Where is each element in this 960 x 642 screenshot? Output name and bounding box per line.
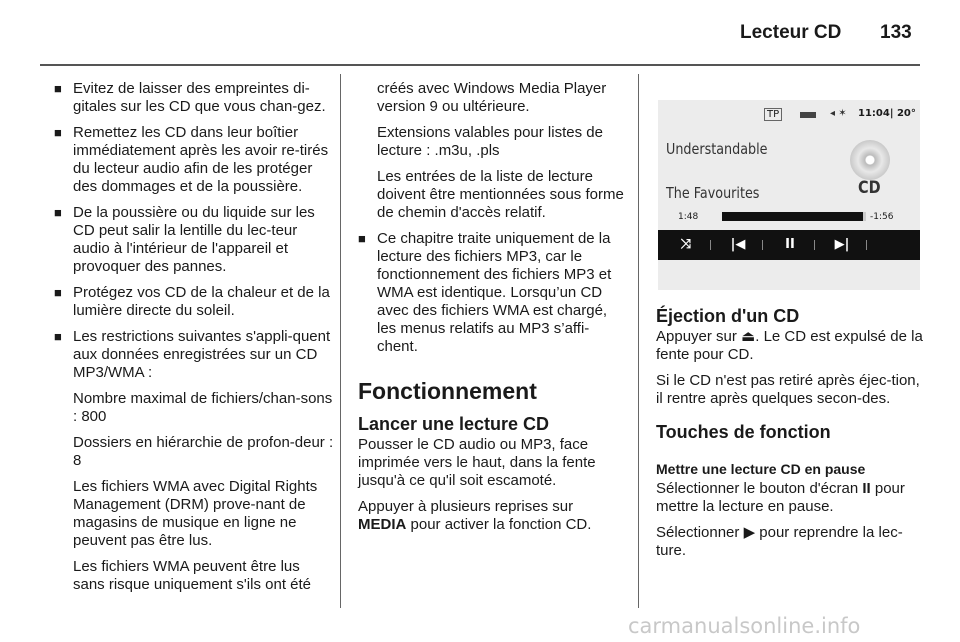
sub-paragraph: créés avec Windows Media Player version 9 ou ultérieure. [377,80,607,115]
paragraph-text: pour reprendre la lec-ture. [656,524,903,559]
play-icon: ▶ [743,524,756,541]
separator [762,240,763,250]
source-label: CD [858,178,881,198]
paragraph-pause [656,480,924,516]
sub-paragraph: Nombre maximal de fichiers/chan-sons : 800 [73,390,333,425]
page-number: 133 [880,22,912,43]
paragraph-text: Appuyer à plusieurs reprises sur [358,498,574,515]
playback-controls [658,230,920,260]
tp-indicator: TP [764,108,782,121]
column-2 [358,80,624,542]
list-item: ■ Ce chapitre traite uniquement de la lecture des fichiers MP3, car le fonctionnement des fichiers MP3 et WMA est identique. Lorsqu’un CD avec des fichiers WMA est chargé, les menus relatifs au MP3 s’affi-chent. [358,230,624,356]
signal-bluetooth-icon: ◂ ✶ [830,108,847,119]
paragraph-text: . Le CD est expulsé de la fente pour CD. [656,328,923,363]
paragraph-eject-retract: Si le CD n'est pas retiré après éjec-tion, il rentre après quelques secon-des. [656,372,920,407]
watermark: carmanualsonline.info [628,614,861,638]
paragraph-text: Sélectionner [656,524,740,541]
sub-paragraph: Les entrées de la liste de lecture doivent être mentionnées sous forme de chemin d'accès relatif. [377,168,624,221]
progress-bar [722,212,866,221]
subsection-heading-ejection: Éjection d'un CD [656,306,800,326]
column-divider-1 [340,74,341,608]
paragraph-media [358,498,624,534]
sub-paragraph: Extensions valables pour listes de lecture : .m3u, .pls [377,124,603,159]
paragraph-eject [656,328,924,364]
cd-disc-icon [850,140,890,180]
next-button[interactable]: ▶| [834,237,850,252]
shuffle-button[interactable]: ⤨ [680,237,692,252]
separator [866,240,867,250]
subsection-heading-lancer: Lancer une lecture CD [358,414,550,434]
sub-paragraph: Les fichiers WMA avec Digital Rights Management (DRM) prove-nant de magasins de musique en ligne ne peuvent pas être lus. [73,478,318,549]
pause-button[interactable]: II [785,237,795,252]
list-item: ■ Remettez les CD dans leur boîtier immédiatement après les avoir re-tirés du lecteur audio afin de les protéger des dommages et de la poussière. [54,124,334,196]
previous-button[interactable]: |◀ [730,237,746,252]
paragraph-resume [656,524,924,560]
clock-temperature: 11:04| 20° [858,108,916,119]
track-title: Understandable [666,140,768,158]
progress-fill [722,212,863,221]
section-heading-fonctionnement: Fonctionnement [358,378,537,404]
separator [814,240,815,250]
paragraph-text: pour mettre la lecture en pause. [656,480,905,515]
paragraph-insert-cd: Pousser le CD audio ou MP3, face imprimée vers le haut, dans la fente jusqu'à ce qu'il soit escamoté. [358,436,596,489]
paragraph-text: pour activer la fonction CD. [410,516,592,533]
cd-player-screen [658,100,920,290]
elapsed-time: 1:48 [678,212,699,222]
list-item: ■ Evitez de laisser des empreintes di-gitales sur les CD que vous chan-gez. [54,80,334,116]
pause-icon: II [862,480,871,497]
column-divider-2 [638,74,639,608]
header-divider [40,64,920,66]
paragraph-text: Appuyer sur [656,328,737,345]
list-item: ■ De la poussière ou du liquide sur les CD peut salir la lentille du lec-teur audio à l'intérieur de l'appareil et provoquer des pannes. [54,204,334,276]
remaining-time: -1:56 [870,212,894,222]
column-1 [54,80,334,602]
media-key-label: MEDIA [358,516,407,533]
page-title: Lecteur CD [740,22,842,43]
paragraph-text: Sélectionner le bouton d'écran [656,480,859,497]
subsection-heading-touches: Touches de fonction [656,422,831,442]
list-item: ■ Protégez vos CD de la chaleur et de la lumière directe du soleil. [54,284,334,320]
eject-icon: ⏏ [741,328,756,345]
sub-paragraph: Les fichiers WMA peuvent être lus sans risque uniquement s'ils ont été [73,558,312,593]
separator [710,240,711,250]
list-item: ■ Les restrictions suivantes s'appli-quent aux données enregistrées sur un CD MP3/WMA : [54,328,334,382]
battery-icon [800,112,816,118]
heading-pause: Mettre une lecture CD en pause [656,461,866,477]
artist-name: The Favourites [666,184,760,202]
sub-paragraph: Dossiers en hiérarchie de profon-deur : 8 [73,434,334,469]
column-3 [656,306,924,568]
